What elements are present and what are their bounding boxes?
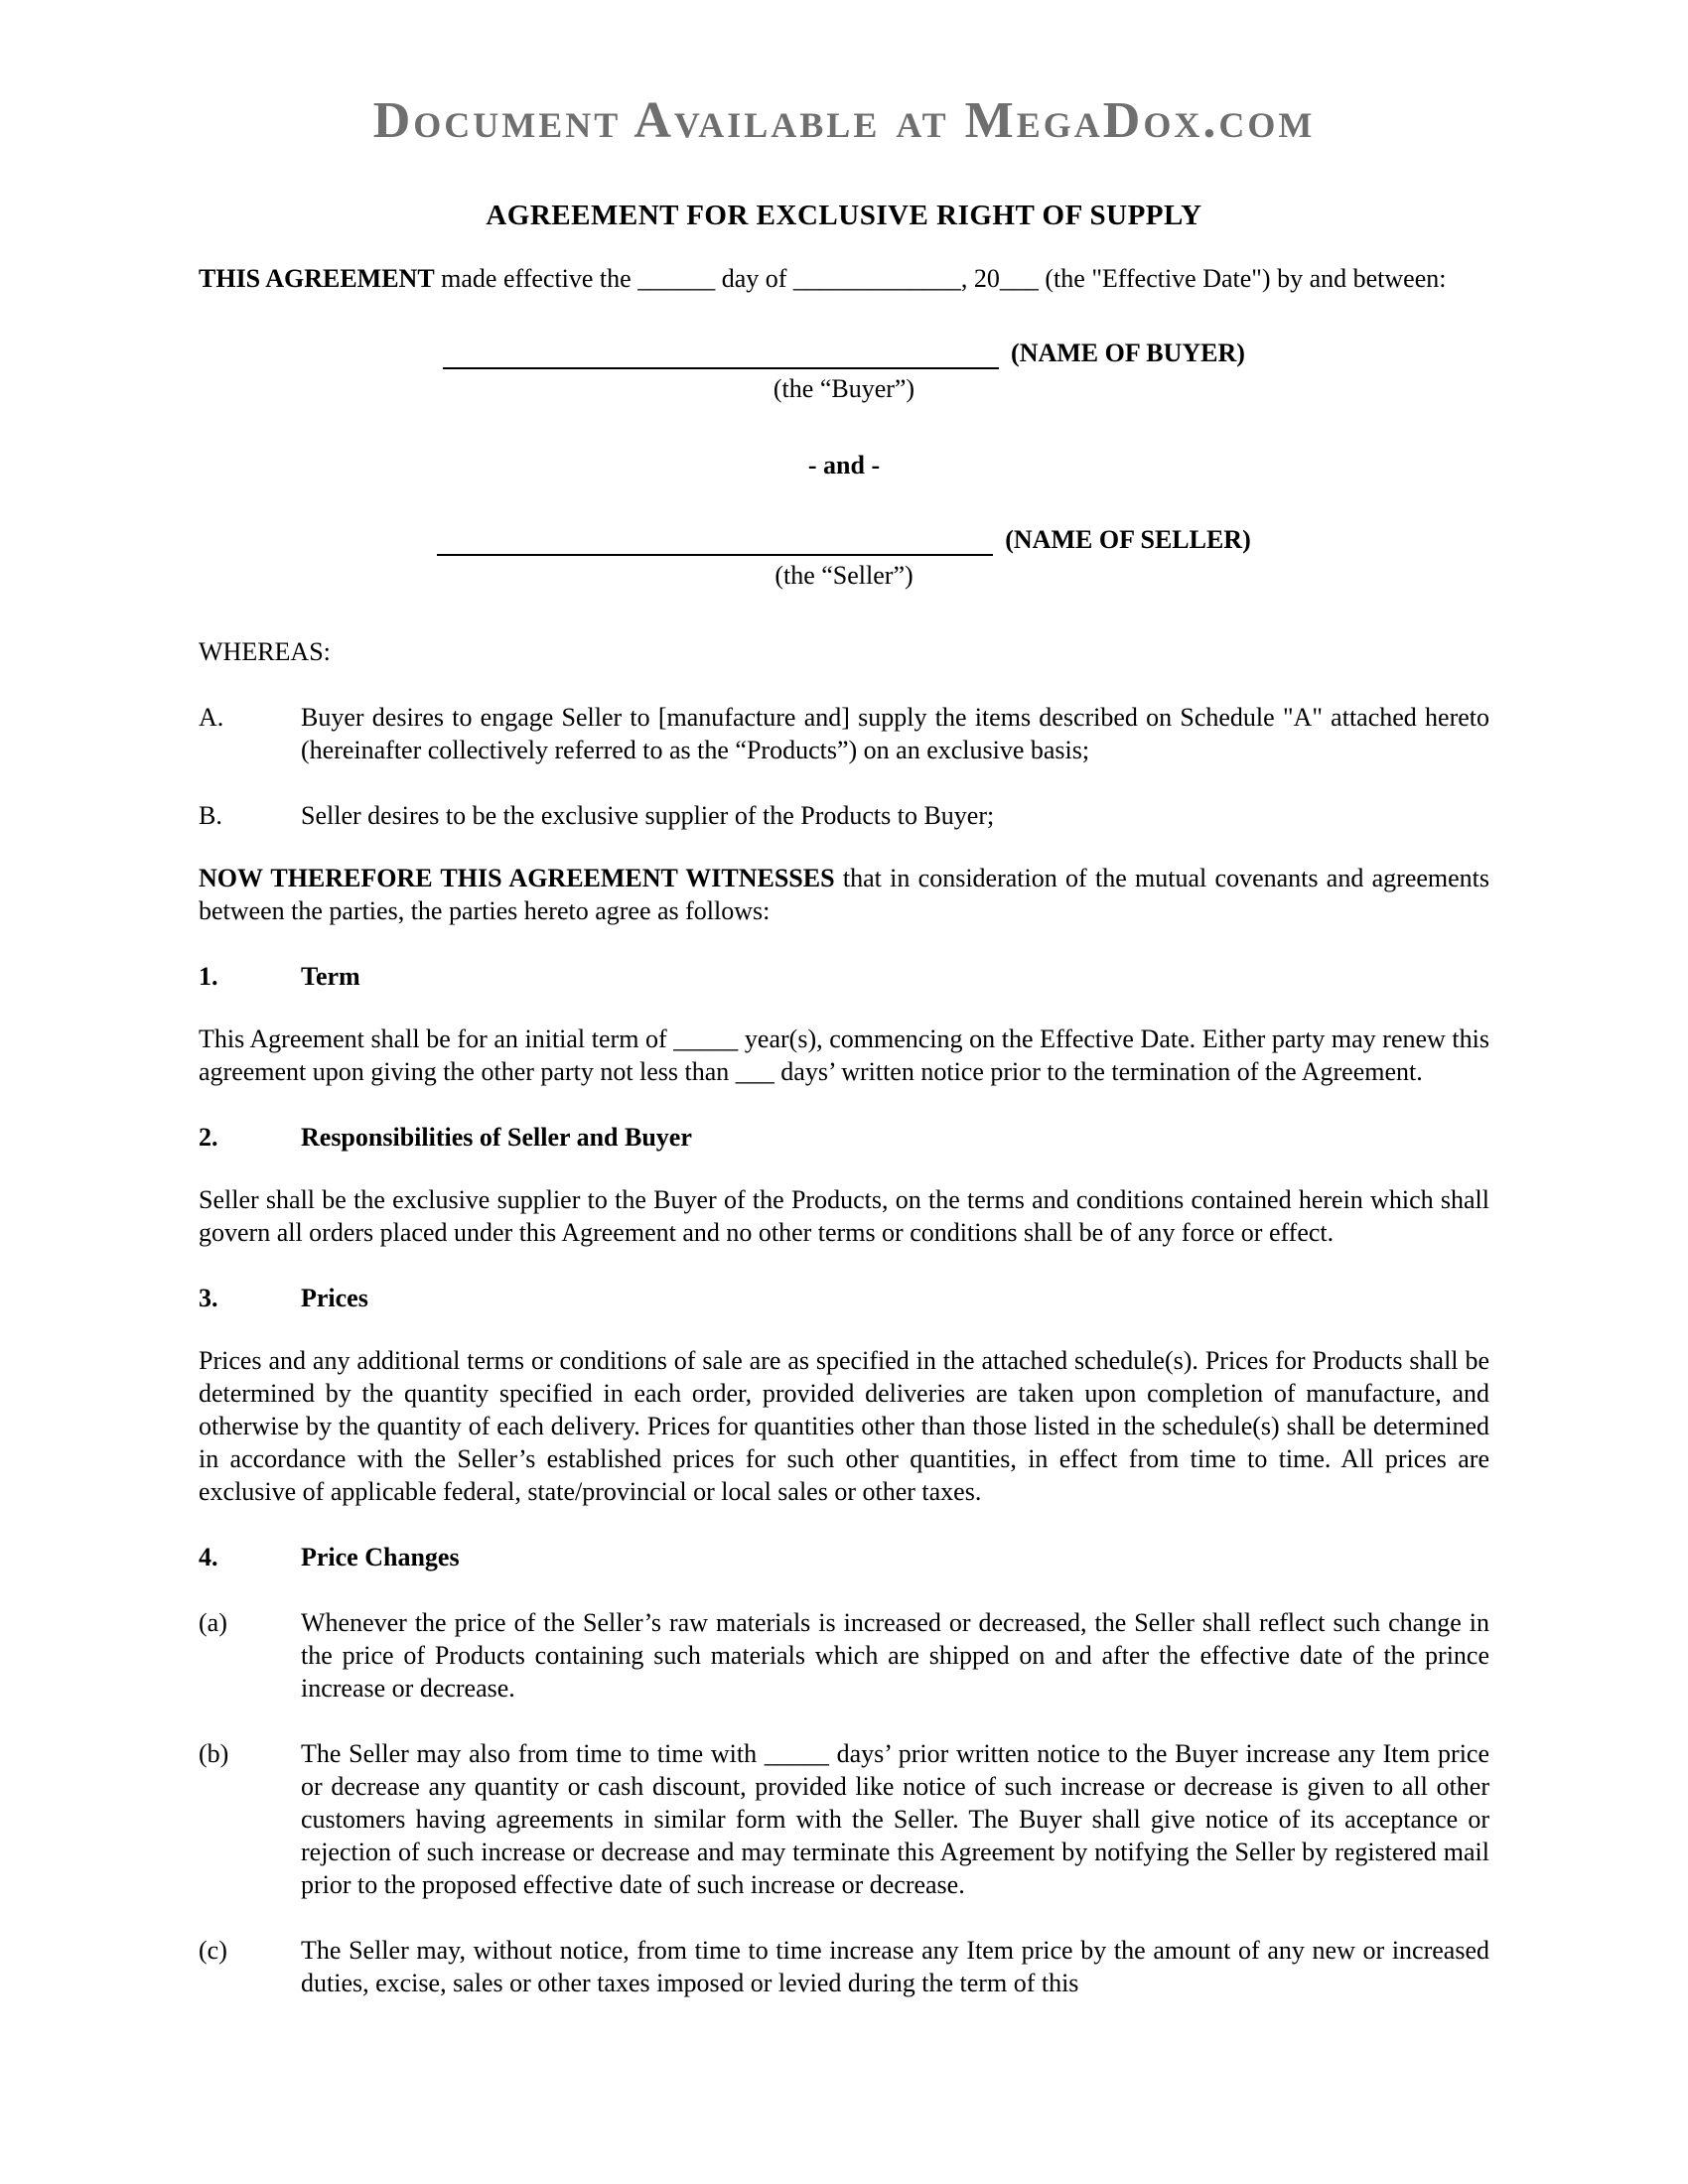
recital-b-text: Seller desires to be the exclusive supplier of the Products to Buyer; [301,801,995,830]
intro-text: made effective the ______ day of _____________, 20___ (the "Effective Date") by and between: [434,264,1447,293]
clause-4c-label: (c) [199,1936,227,1965]
whereas-heading: WHEREAS: [199,637,331,666]
now-therefore-bold-lead: NOW THEREFORE THIS AGREEMENT WITNESSES [199,864,835,892]
seller-alias: (the “Seller”) [774,561,914,590]
buyer-name-row [199,337,1489,369]
recital-a [199,701,1489,766]
section-3-number: 3. [199,1284,218,1312]
section-4-heading [199,1541,1489,1573]
and-separator: - and - [807,451,881,479]
seller-name-label: (NAME OF SELLER) [1005,525,1251,554]
section-2-body: Seller shall be the exclusive supplier to the Buyer of the Products, on the terms and conditions contained herein which shall govern all orders placed under this Agreement and no other terms or conditions shall be of any force or effect. [199,1185,1489,1247]
clause-4b-text: The Seller may also from time to time with _____ days’ prior written notice to the Buyer increase any Item price or decrease any quantity or cash discount, provided like notice of such increase or decrease is given to all other customers having agreements in similar form with the Seller. The Buyer shall give notice of its acceptance or rejection of such increase or decrease and may terminate this Agreement by notifying the Seller by registered mail prior to the proposed effective date of such increase or decrease. [301,1739,1489,1899]
clause-4a [199,1606,1489,1705]
clause-4c [199,1934,1489,1999]
section-1-title: Term [301,962,360,991]
section-1-body: This Agreement shall be for an initial term of _____ year(s), commencing on the Effective Date. Either party may renew this agreement upon giving the other party not less than ___ days’ written notice prior to the termination of the Agreement. [199,1024,1489,1086]
recital-b [199,799,1489,832]
recital-a-text: Buyer desires to engage Seller to [manufacture and] supply the items described on Schedule "A" attached hereto (hereinafter collectively referred to as the “Products”) on an exclusive basis; [301,703,1489,764]
now-therefore-text: that in consideration of the mutual covenants and agreements between the parties, the parties hereto agree as follows: [199,864,1490,925]
intro-bold-lead: THIS AGREEMENT [199,264,435,293]
section-4-number: 4. [199,1543,218,1571]
recital-a-label: A. [199,703,224,732]
section-3-heading [199,1282,1489,1314]
seller-name-blank-line [437,524,993,556]
section-3-title: Prices [301,1284,368,1312]
section-3-body: Prices and any additional terms or conditions of sale are as specified in the attached schedule(s). Prices for Products shall be determined by the quantity specified in each order, provided deliveries are taken upon completion of manufacture, and otherwise by the quantity of each delivery. Prices for quantities other than those listed in the schedule(s) shall be determined in accordance with the Seller’s established prices for such other quantities, in effect from time to time. All prices are exclusive of applicable federal, state/provincial or local sales or other taxes. [199,1346,1489,1506]
section-2-number: 2. [199,1123,218,1152]
document-title: AGREEMENT FOR EXCLUSIVE RIGHT OF SUPPLY [486,200,1202,231]
section-2-heading [199,1121,1489,1154]
clause-4a-label: (a) [199,1608,227,1637]
buyer-name-blank-line [443,338,999,369]
section-4-title: Price Changes [301,1543,460,1571]
section-1-heading [199,960,1489,993]
watermark-header: Document Available at MegaDox.com [372,92,1316,149]
section-2-title: Responsibilities of Seller and Buyer [301,1123,692,1152]
seller-name-block [199,523,1489,592]
intro-paragraph [199,262,1489,295]
clause-4a-text: Whenever the price of the Seller’s raw materials is increased or decreased, the Seller shall reflect such change in the price of Products containing such materials which are shipped on and after the effective date of the prince increase or decrease. [301,1608,1489,1703]
buyer-alias: (the “Buyer”) [773,374,915,403]
seller-name-row [199,523,1489,556]
clause-4b [199,1737,1489,1901]
now-therefore-paragraph [199,862,1489,927]
recital-b-label: B. [199,801,222,830]
clause-4b-label: (b) [199,1739,229,1768]
buyer-name-label: (NAME OF BUYER) [1011,339,1245,367]
clause-4c-text: The Seller may, without notice, from time to time increase any Item price by the amount of any new or increased duties, excise, sales or other taxes imposed or levied during the term of this [301,1936,1489,1997]
buyer-name-block [199,337,1489,405]
section-1-number: 1. [199,962,218,991]
